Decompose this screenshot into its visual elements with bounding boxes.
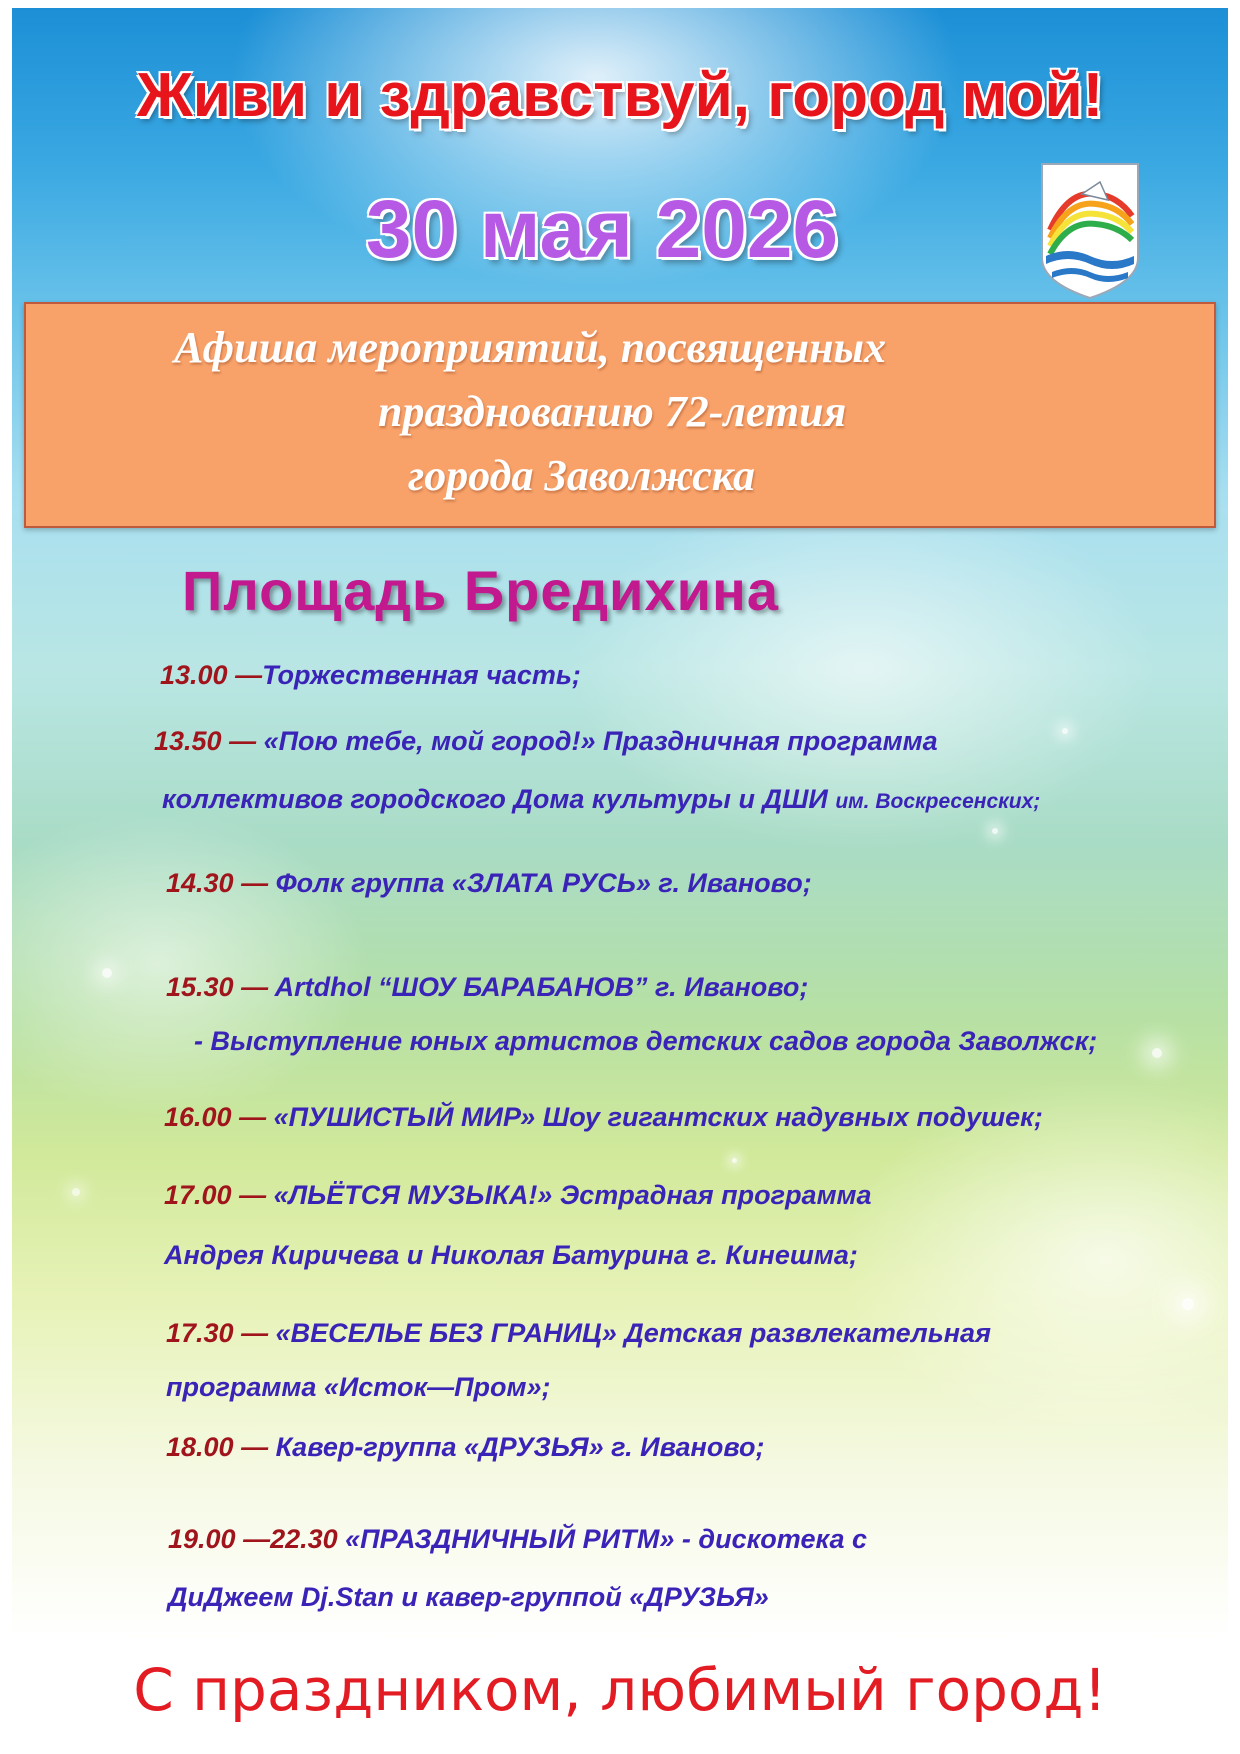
event-text: Artdhol “ШОУ БАРАБАНОВ” г. Иваново; bbox=[268, 972, 809, 1002]
event-time: 18.00 — bbox=[166, 1432, 269, 1462]
event-time: 16.00 — bbox=[164, 1102, 267, 1132]
schedule-item-1700-continued bbox=[164, 1240, 858, 1271]
schedule-item-1530 bbox=[166, 972, 808, 1003]
event-text: - Выступление юных артистов детских садов города Заволжск; bbox=[194, 1026, 1098, 1056]
poster-title: Живи и здравствуй, город мой! bbox=[136, 61, 1104, 130]
event-text: Фолк группа «ЗЛАТА РУСЬ» г. Иваново; bbox=[268, 868, 812, 898]
event-text: «Пою тебе, мой город!» Праздничная программа bbox=[256, 726, 938, 756]
sparkle-decoration bbox=[1182, 1298, 1194, 1310]
event-text: «ЛЬЁТСЯ МУЗЫКА!» Эстрадная программа bbox=[266, 1180, 872, 1210]
banner-line-1: Афиша мероприятий, посвященных bbox=[174, 323, 887, 372]
city-coat-of-arms-icon bbox=[1038, 160, 1142, 302]
event-time: 13.50 — bbox=[154, 726, 257, 756]
schedule-item-1900-continued bbox=[168, 1582, 769, 1613]
event-text: ДиДжеем Dj.Stan и кавер-группой «ДРУЗЬЯ» bbox=[168, 1582, 769, 1612]
event-text: Торжественная часть; bbox=[262, 660, 581, 690]
sparkle-decoration bbox=[732, 1158, 737, 1163]
event-text: «ВЕСЕЛЬЕ БЕЗ ГРАНИЦ» Детская развлекательная bbox=[268, 1318, 991, 1348]
event-text: «ПРАЗДНИЧНЫЙ РИТМ» - дискотека с bbox=[337, 1524, 868, 1554]
event-date: 30 мая 2026 bbox=[365, 184, 839, 275]
event-text-small: им. Воскресенских; bbox=[835, 790, 1041, 813]
schedule-item-1530-continued bbox=[194, 1026, 1097, 1057]
schedule-item-1350 bbox=[154, 726, 938, 757]
banner-line-3: города Заволжска bbox=[408, 451, 755, 500]
event-time: 13.00 — bbox=[160, 660, 263, 690]
closing-greeting: С праздником, любимый город! bbox=[133, 1656, 1107, 1724]
event-time: 19.00 —22.30 bbox=[168, 1524, 338, 1554]
banner-line-2: празднованию 72-летия bbox=[378, 387, 847, 436]
event-time: 14.30 — bbox=[166, 868, 269, 898]
schedule-item-1800 bbox=[166, 1432, 764, 1463]
schedule-item-1730-continued bbox=[166, 1372, 551, 1403]
schedule-item-1900 bbox=[168, 1524, 867, 1555]
event-time: 17.00 — bbox=[164, 1180, 267, 1210]
event-text: программа «Исток—Пром»; bbox=[166, 1372, 551, 1402]
sparkle-decoration bbox=[1062, 728, 1068, 734]
announcement-banner bbox=[24, 302, 1216, 528]
schedule-item-1730 bbox=[166, 1318, 991, 1349]
event-time: 17.30 — bbox=[166, 1318, 269, 1348]
schedule-item-1300 bbox=[160, 660, 581, 691]
event-text: коллективов городского Дома культуры и ДШИ bbox=[162, 784, 836, 814]
sparkle-decoration bbox=[992, 828, 998, 834]
sparkle-decoration bbox=[102, 968, 112, 978]
schedule-item-1350-continued bbox=[162, 784, 1040, 815]
poster-background bbox=[12, 8, 1228, 1746]
sparkle-decoration bbox=[1152, 1048, 1162, 1058]
schedule-item-1430 bbox=[166, 868, 812, 899]
event-text: Кавер-группа «ДРУЗЬЯ» г. Иваново; bbox=[268, 1432, 765, 1462]
event-text: Андрея Киричева и Николая Батурина г. Кинешма; bbox=[164, 1240, 858, 1270]
venue-title: Площадь Бредихина bbox=[182, 559, 780, 622]
schedule-item-1600 bbox=[164, 1102, 1043, 1133]
event-text: «ПУШИСТЫЙ МИР» Шоу гигантских надувных подушек; bbox=[266, 1102, 1043, 1132]
event-time: 15.30 — bbox=[166, 972, 269, 1002]
schedule-item-1700 bbox=[164, 1180, 872, 1211]
sparkle-decoration bbox=[72, 1188, 80, 1196]
